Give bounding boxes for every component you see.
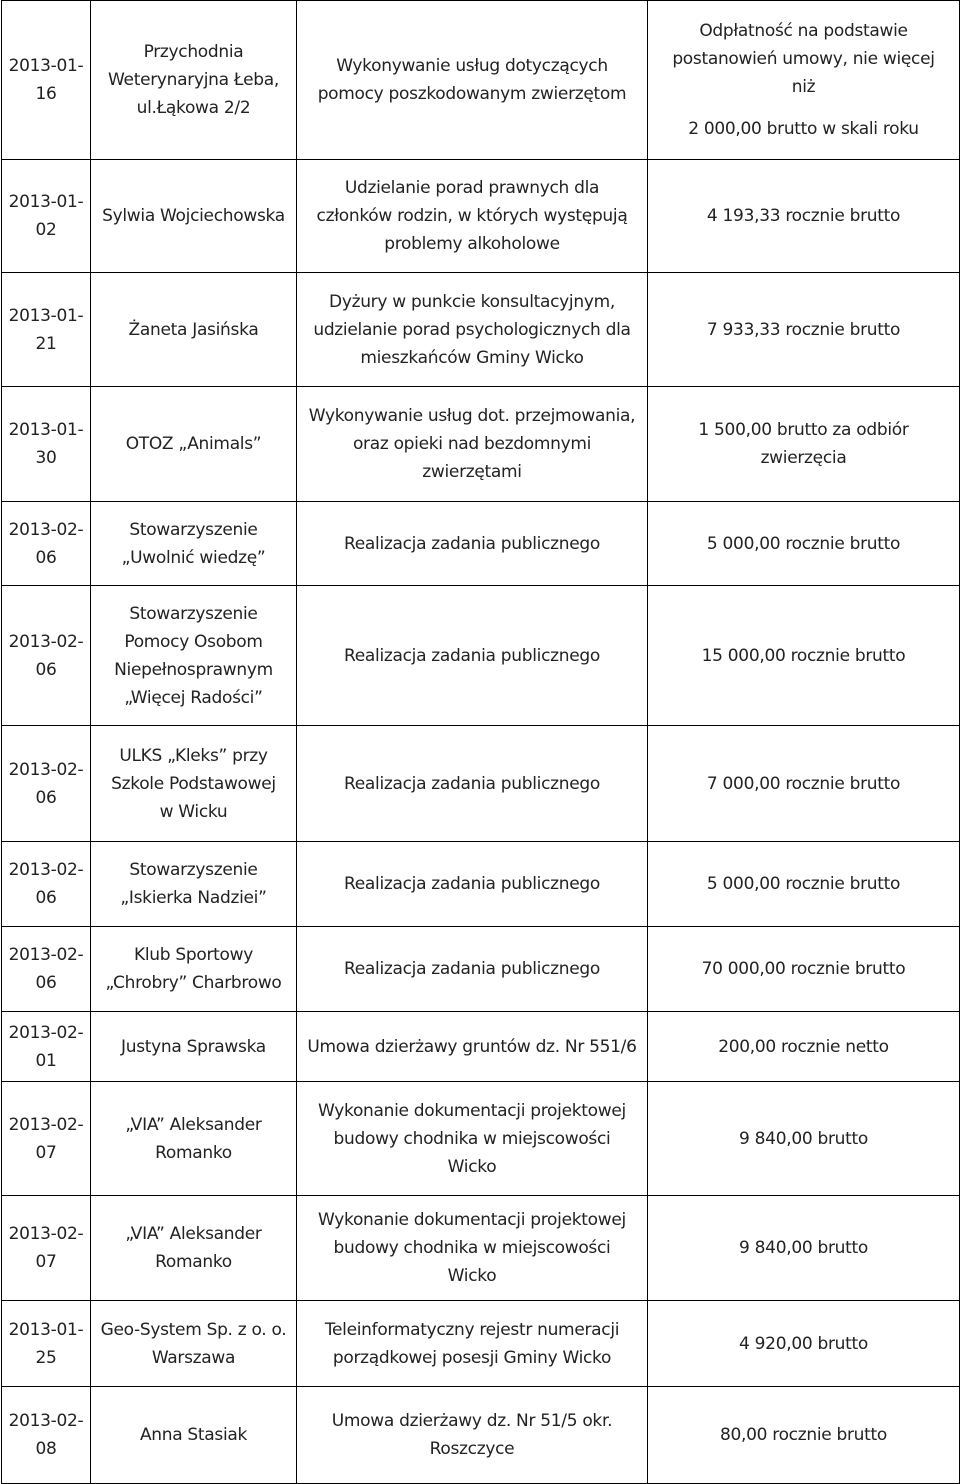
- cell-date: [2, 1301, 91, 1387]
- cell-text-line: Realizacja zadania publicznego: [344, 645, 600, 666]
- cell-party: [91, 1196, 297, 1301]
- cell-text-line: niż: [791, 77, 816, 97]
- cell-text-line: Wicko: [447, 1266, 497, 1286]
- cell-date: [2, 1012, 91, 1082]
- cell-party: [91, 160, 297, 273]
- table-row: [2, 586, 960, 726]
- cell-text-line: porządkowej posesji Gminy Wicko: [332, 1347, 612, 1368]
- cell-date: [2, 160, 91, 273]
- cell-fee: [648, 927, 960, 1012]
- cell-subject: [297, 160, 648, 273]
- cell-text-line: Stowarzyszenie: [129, 860, 258, 880]
- cell-date: [2, 273, 91, 387]
- cell-text-line: Realizacja zadania publicznego: [344, 959, 600, 979]
- cell-text-line: 2013-02-: [8, 860, 84, 880]
- cell-text-line: Wykonanie dokumentacji projektowej: [318, 1210, 626, 1230]
- cell-text-line: Weterynaryjna Łeba,: [108, 70, 279, 90]
- cell-text-line: Realizacja zadania publicznego: [344, 533, 600, 554]
- cell-text-line: Warszawa: [151, 1347, 236, 1368]
- table-row: [2, 927, 960, 1012]
- table-row: [2, 1082, 960, 1196]
- cell-text-line: Wicko: [447, 1156, 497, 1177]
- table-row: [2, 1387, 960, 1484]
- cell-text-line: „Uwolnić wiedzę”: [121, 547, 266, 568]
- cell-text-line: Stowarzyszenie: [129, 603, 258, 624]
- cell-subject: [297, 842, 648, 927]
- cell-text-line: 7 933,33 rocznie brutto: [706, 319, 901, 340]
- cell-text-line: Wykonywanie usług dot. przejmowania,: [308, 406, 636, 426]
- cell-text-line: zwierzętami: [422, 462, 522, 482]
- cell-text-line: 7 000,00 rocznie brutto: [706, 773, 901, 794]
- cell-text-line: postanowień umowy, nie więcej: [672, 49, 935, 69]
- cell-party: [91, 1301, 297, 1387]
- cell-text-line: 02: [35, 220, 57, 240]
- cell-fee: [648, 160, 960, 273]
- cell-text-line: Udzielanie porad prawnych dla: [344, 178, 600, 198]
- cell-subject: [297, 273, 648, 387]
- cell-text-line: Niepełnosprawnym: [114, 659, 273, 680]
- cell-text-line: 06: [35, 547, 57, 568]
- cell-text-line: członków rodzin, w których występują: [316, 206, 628, 226]
- cell-text-line: 2 000,00 brutto w skali roku: [688, 119, 919, 139]
- cell-subject: [297, 927, 648, 1012]
- table-row: [2, 160, 960, 273]
- cell-party: [91, 1012, 297, 1082]
- cell-fee: [648, 1387, 960, 1484]
- cell-text-line: 16: [35, 84, 57, 104]
- cell-party: [91, 842, 297, 927]
- cell-fee: [648, 726, 960, 842]
- cell-subject: [297, 502, 648, 586]
- cell-text-line: Justyna Sprawska: [121, 1036, 266, 1057]
- cell-text-line: Anna Stasiak: [139, 1425, 248, 1445]
- table-row: [2, 842, 960, 927]
- cell-text-line: problemy alkoholowe: [384, 234, 560, 254]
- cell-text-line: 15 000,00 rocznie brutto: [701, 645, 906, 666]
- cell-fee: [648, 273, 960, 387]
- cell-party: [91, 387, 297, 502]
- table-row: [2, 273, 960, 387]
- cell-text-line: Klub Sportowy: [134, 945, 253, 965]
- cell-text-line: 25: [35, 1347, 57, 1368]
- cell-text-line: ULKS „Kleks” przy: [119, 745, 268, 766]
- cell-text-line: oraz opieki nad bezdomnymi: [352, 434, 592, 454]
- table-row: [2, 502, 960, 586]
- cell-text-line: 1 500,00 brutto za odbiór: [698, 420, 909, 440]
- cell-text-line: Umowa dzierżawy gruntów dz. Nr 551/6: [307, 1036, 637, 1057]
- cell-text-line: 5 000,00 rocznie brutto: [706, 874, 901, 894]
- cell-text-line: budowy chodnika w miejscowości: [333, 1128, 611, 1149]
- cell-text-line: 2013-01-: [8, 305, 84, 326]
- cell-text-line: Odpłatność na podstawie: [699, 21, 908, 41]
- cell-subject: [297, 1, 648, 160]
- cell-subject: [297, 387, 648, 502]
- cell-text-line: 70 000,00 rocznie brutto: [701, 959, 906, 979]
- cell-text-line: „VIA” Aleksander: [125, 1114, 262, 1135]
- cell-text-line: 2013-02-: [8, 1022, 84, 1043]
- cell-text-line: „Iskierka Nadziei”: [120, 888, 267, 908]
- cell-text-line: „Chrobry” Charbrowo: [105, 973, 282, 993]
- table-row: [2, 726, 960, 842]
- cell-party: [91, 502, 297, 586]
- cell-date: [2, 502, 91, 586]
- cell-text-line: 06: [35, 973, 57, 993]
- cell-text-line: 2013-01-: [8, 56, 84, 76]
- cell-text-line: 2013-02-: [8, 631, 84, 652]
- cell-text-line: 4 193,33 rocznie brutto: [706, 206, 901, 226]
- cell-text-line: Przychodnia: [143, 42, 244, 62]
- cell-party: [91, 273, 297, 387]
- cell-text-line: 4 920,00 brutto: [739, 1333, 868, 1354]
- cell-text-line: Stowarzyszenie: [129, 519, 258, 540]
- contracts-table: [1, 0, 960, 1484]
- cell-text-line: w Wicku: [159, 801, 228, 822]
- cell-text-line: 2013-01-: [8, 192, 84, 212]
- cell-fee: [648, 502, 960, 586]
- cell-text-line: Szkole Podstawowej: [111, 773, 276, 794]
- cell-text-line: Realizacja zadania publicznego: [344, 773, 600, 794]
- table-row: [2, 1301, 960, 1387]
- cell-text-line: 06: [35, 888, 57, 908]
- cell-spacer: [652, 101, 955, 115]
- cell-text-line: pomocy poszkodowanym zwierzętom: [317, 84, 627, 104]
- table-row: [2, 387, 960, 502]
- cell-fee: [648, 1301, 960, 1387]
- cell-text-line: zwierzęcia: [760, 448, 847, 468]
- table-row: [2, 1, 960, 160]
- cell-date: [2, 726, 91, 842]
- cell-fee: [648, 586, 960, 726]
- cell-text-line: OTOZ „Animals”: [125, 434, 262, 454]
- cell-text-line: udzielanie porad psychologicznych dla: [313, 319, 631, 340]
- cell-subject: [297, 1301, 648, 1387]
- cell-text-line: 9 840,00 brutto: [739, 1238, 868, 1258]
- cell-party: [91, 927, 297, 1012]
- cell-text-line: 200,00 rocznie netto: [718, 1036, 889, 1057]
- cell-party: [91, 586, 297, 726]
- contracts-table-body: [2, 1, 960, 1484]
- table-row: [2, 1196, 960, 1301]
- cell-text-line: 08: [35, 1439, 57, 1459]
- cell-text-line: 2013-02-: [8, 1411, 84, 1431]
- cell-text-line: 07: [35, 1252, 57, 1272]
- cell-party: [91, 1, 297, 160]
- cell-text-line: Romanko: [155, 1142, 232, 1163]
- cell-date: [2, 1196, 91, 1301]
- cell-fee: [648, 1012, 960, 1082]
- cell-fee: [648, 1196, 960, 1301]
- cell-text-line: 06: [35, 787, 57, 808]
- cell-fee: [648, 1, 960, 160]
- cell-subject: [297, 1082, 648, 1196]
- cell-subject: [297, 726, 648, 842]
- cell-text-line: Realizacja zadania publicznego: [344, 874, 600, 894]
- cell-text-line: Umowa dzierżawy dz. Nr 51/5 okr.: [331, 1411, 613, 1431]
- cell-text-line: 07: [35, 1142, 57, 1163]
- cell-date: [2, 387, 91, 502]
- cell-fee: [648, 842, 960, 927]
- cell-text-line: „Więcej Radości”: [124, 687, 263, 708]
- cell-text-line: 2013-01-: [8, 420, 84, 440]
- cell-text-line: Romanko: [155, 1252, 232, 1272]
- cell-text-line: Pomocy Osobom: [124, 631, 263, 652]
- cell-text-line: 06: [35, 659, 57, 680]
- cell-text-line: mieszkańców Gminy Wicko: [360, 347, 584, 368]
- cell-text-line: 9 840,00 brutto: [739, 1128, 868, 1149]
- cell-fee: [648, 1082, 960, 1196]
- cell-subject: [297, 1196, 648, 1301]
- cell-text-line: „VIA” Aleksander: [125, 1224, 262, 1244]
- cell-text-line: 21: [35, 333, 57, 354]
- cell-party: [91, 726, 297, 842]
- cell-subject: [297, 586, 648, 726]
- cell-text-line: budowy chodnika w miejscowości: [333, 1238, 611, 1258]
- cell-text-line: Wykonywanie usług dotyczących: [336, 56, 608, 76]
- cell-text-line: 30: [35, 448, 57, 468]
- cell-text-line: 5 000,00 rocznie brutto: [706, 533, 901, 554]
- cell-date: [2, 1082, 91, 1196]
- cell-text-line: Dyżury w punkcie konsultacyjnym,: [329, 291, 615, 312]
- cell-subject: [297, 1012, 648, 1082]
- cell-text-line: 2013-02-: [8, 759, 84, 780]
- cell-date: [2, 1387, 91, 1484]
- cell-text-line: ul.Łąkowa 2/2: [136, 98, 251, 118]
- cell-text-line: 80,00 rocznie brutto: [719, 1425, 887, 1445]
- cell-text-line: 2013-01-: [8, 1319, 84, 1340]
- cell-party: [91, 1082, 297, 1196]
- cell-text-line: 2013-02-: [8, 519, 84, 540]
- cell-text-line: 2013-02-: [8, 1224, 84, 1244]
- cell-text-line: Sylwia Wojciechowska: [102, 206, 285, 226]
- cell-text-line: Żaneta Jasińska: [128, 319, 259, 340]
- cell-text-line: Teleinformatyczny rejestr numeracji: [324, 1319, 620, 1340]
- cell-text-line: Roszczyce: [429, 1439, 515, 1459]
- cell-text-line: Geo-System Sp. z o. o.: [100, 1319, 287, 1340]
- cell-text-line: Wykonanie dokumentacji projektowej: [318, 1100, 626, 1121]
- cell-date: [2, 586, 91, 726]
- cell-party: [91, 1387, 297, 1484]
- cell-date: [2, 842, 91, 927]
- cell-text-line: 01: [35, 1050, 57, 1071]
- cell-text-line: 2013-02-: [8, 945, 84, 965]
- cell-text-line: 2013-02-: [8, 1114, 84, 1135]
- cell-date: [2, 1, 91, 160]
- cell-subject: [297, 1387, 648, 1484]
- table-row: [2, 1012, 960, 1082]
- cell-date: [2, 927, 91, 1012]
- cell-fee: [648, 387, 960, 502]
